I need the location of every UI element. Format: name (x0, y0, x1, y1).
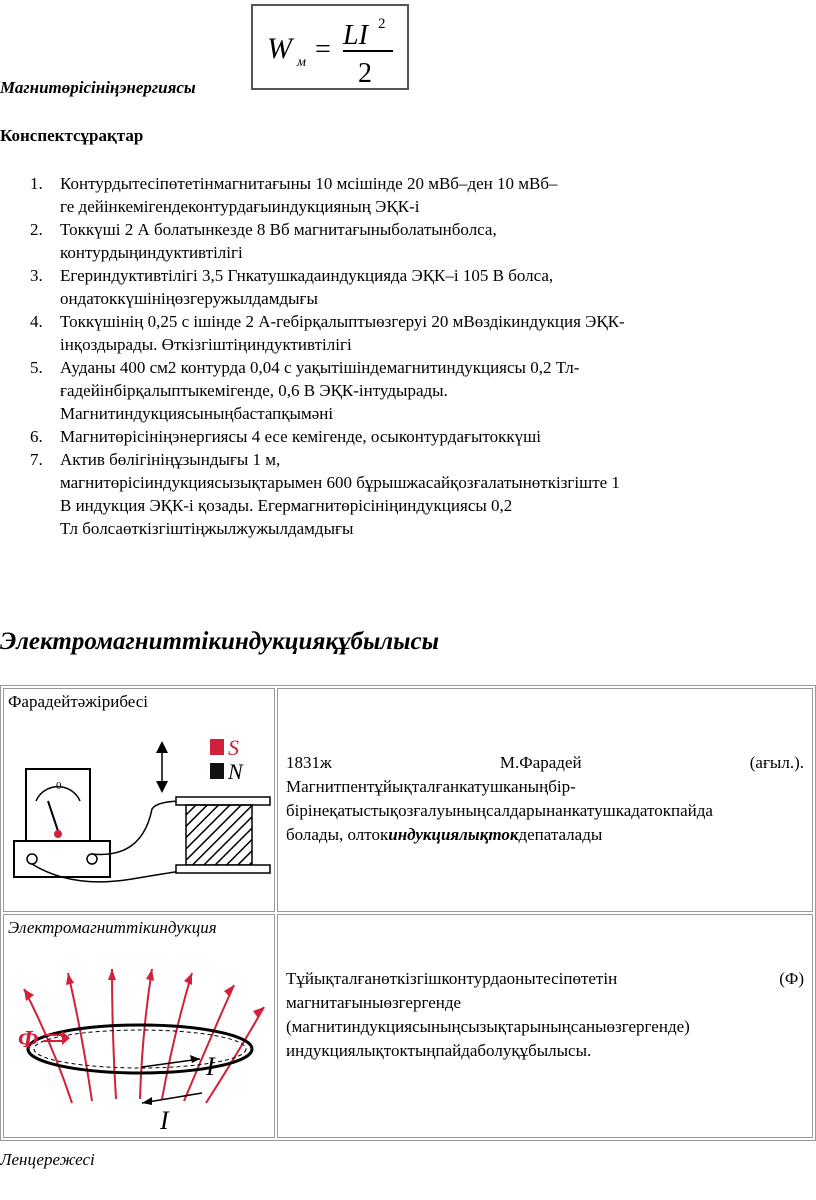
induction-current-term: индукциялықток (388, 825, 519, 844)
em-induction-diagram (12, 963, 272, 1133)
field-arrowheads (24, 969, 264, 1018)
list-item: 4. Токкүшінің 0,25 с ішінде 2 А-гебірқалыптыөзгеруі 20 мВөздікиндукция ЭҚК- інқоздырады. Өткізгіштіңиндуктивтілігі (30, 312, 625, 354)
magnet-south (210, 739, 224, 755)
list-item: 1. Контурдытесіпөтетінмагнитағыны 10 мсішінде 20 мВб–ден 10 мВб– ге дейінкемігендеконтурдағыиндукцияның ЭҚК-і (30, 174, 558, 216)
heading-em-induction: Электромагниттікиндукцияқұбылысы (0, 628, 439, 655)
induction-table (0, 685, 816, 1141)
faraday-description: 1831ж М.Фарадей (ағыл.). Магнитпентұйықталғанкатушканыңбір- бірінеқатыстықозғалуыныңсалдарынанкатушкадатокпайда болады, олтокиндукциялықтокдепаталады (286, 753, 804, 844)
coil-winding (186, 805, 252, 865)
heading-tasks: Конспектсұрақтар (0, 126, 144, 145)
list-item: 3. Егериндуктивтілігі 3,5 Гнкатушкадаиндукцияда ЭҚК–і 105 В болса, ондатоккүшініңөзгеружылдамдығы (30, 266, 554, 308)
magnet-n-label: N (228, 759, 243, 784)
coil-bottom-flange (176, 865, 270, 873)
formula-numerator: LI (343, 20, 368, 51)
coil-top-flange (176, 797, 270, 805)
needle-pivot (54, 830, 62, 838)
flux-symbol: Ф (18, 1027, 39, 1053)
terminal-right (87, 854, 97, 864)
magnet-s-label: S (228, 739, 239, 760)
formula-lhs: W (267, 32, 292, 65)
heading-lenz-rule: Ленцережесі (0, 1150, 95, 1169)
em-induction-cell (3, 914, 275, 1138)
table-row (3, 688, 813, 912)
task-list (30, 172, 790, 540)
list-item: 5. Ауданы 400 см2 контурда 0,04 с уақытішіндемагнитиндукциясы 0,2 Тл- ғадейінбірқалыптыкемігенде, 0,6 В ЭҚК-інтудырады. Магнитиндукциясыныңбастапқымәні (30, 358, 580, 423)
em-induction-description: Тұйықталғанөткізгішконтурдаонытесіпөтетін (Ф) магнитағыныөзгергенде (магнитиндукциясыныңсызықтарыныңсаныөзгергенде) индукциялықтоктыңпайдаболуқұбылысы. (286, 969, 804, 1060)
conductor-loop (28, 1025, 252, 1073)
current-label-bottom: I (160, 1106, 169, 1133)
em-induction-description-cell (277, 914, 813, 1138)
current-label-top: I (206, 1052, 215, 1081)
heading-magnetic-energy: Магнитөрісініңэнергиясы (0, 78, 196, 97)
formula-exponent: 2 (378, 16, 386, 32)
table-row (3, 914, 813, 1138)
list-item: 7. Актив бөлігініңұзындығы 1 м, магнитөрісіиндукциясызықтарымен 600 бұрышжасайқозғалатынөткізгіште 1 В индукция ЭҚК-і қозады. Егермагнитөрісініңиндукциясы 0,2 Тл болсаөткізгіштіңжылжужылдамдығы (30, 450, 620, 538)
faraday-cell (3, 688, 275, 912)
em-induction-title: Электромагниттікиндукция (8, 918, 217, 937)
faraday-description-cell (277, 688, 813, 912)
list-item: 6. Магнитөрісініңэнергиясы 4 есе кемігенде, осыконтурдағытоккүші (30, 427, 541, 446)
formula-denominator: 2 (358, 58, 372, 88)
energy-formula (251, 4, 409, 90)
list-item: 2. Токкүші 2 А болатынкезде 8 Вб магнитағыныболатынболса, контурдыңиндуктивтілігі (30, 220, 497, 262)
magnet-north (210, 763, 224, 779)
formula-equals: = (315, 34, 331, 65)
meter-zero-label: 0 (56, 780, 62, 792)
formula-subscript: м (297, 55, 306, 70)
faraday-title: Фарадейтәжірибесі (8, 692, 149, 711)
terminal-left (27, 854, 37, 864)
faraday-experiment-diagram (12, 739, 272, 899)
